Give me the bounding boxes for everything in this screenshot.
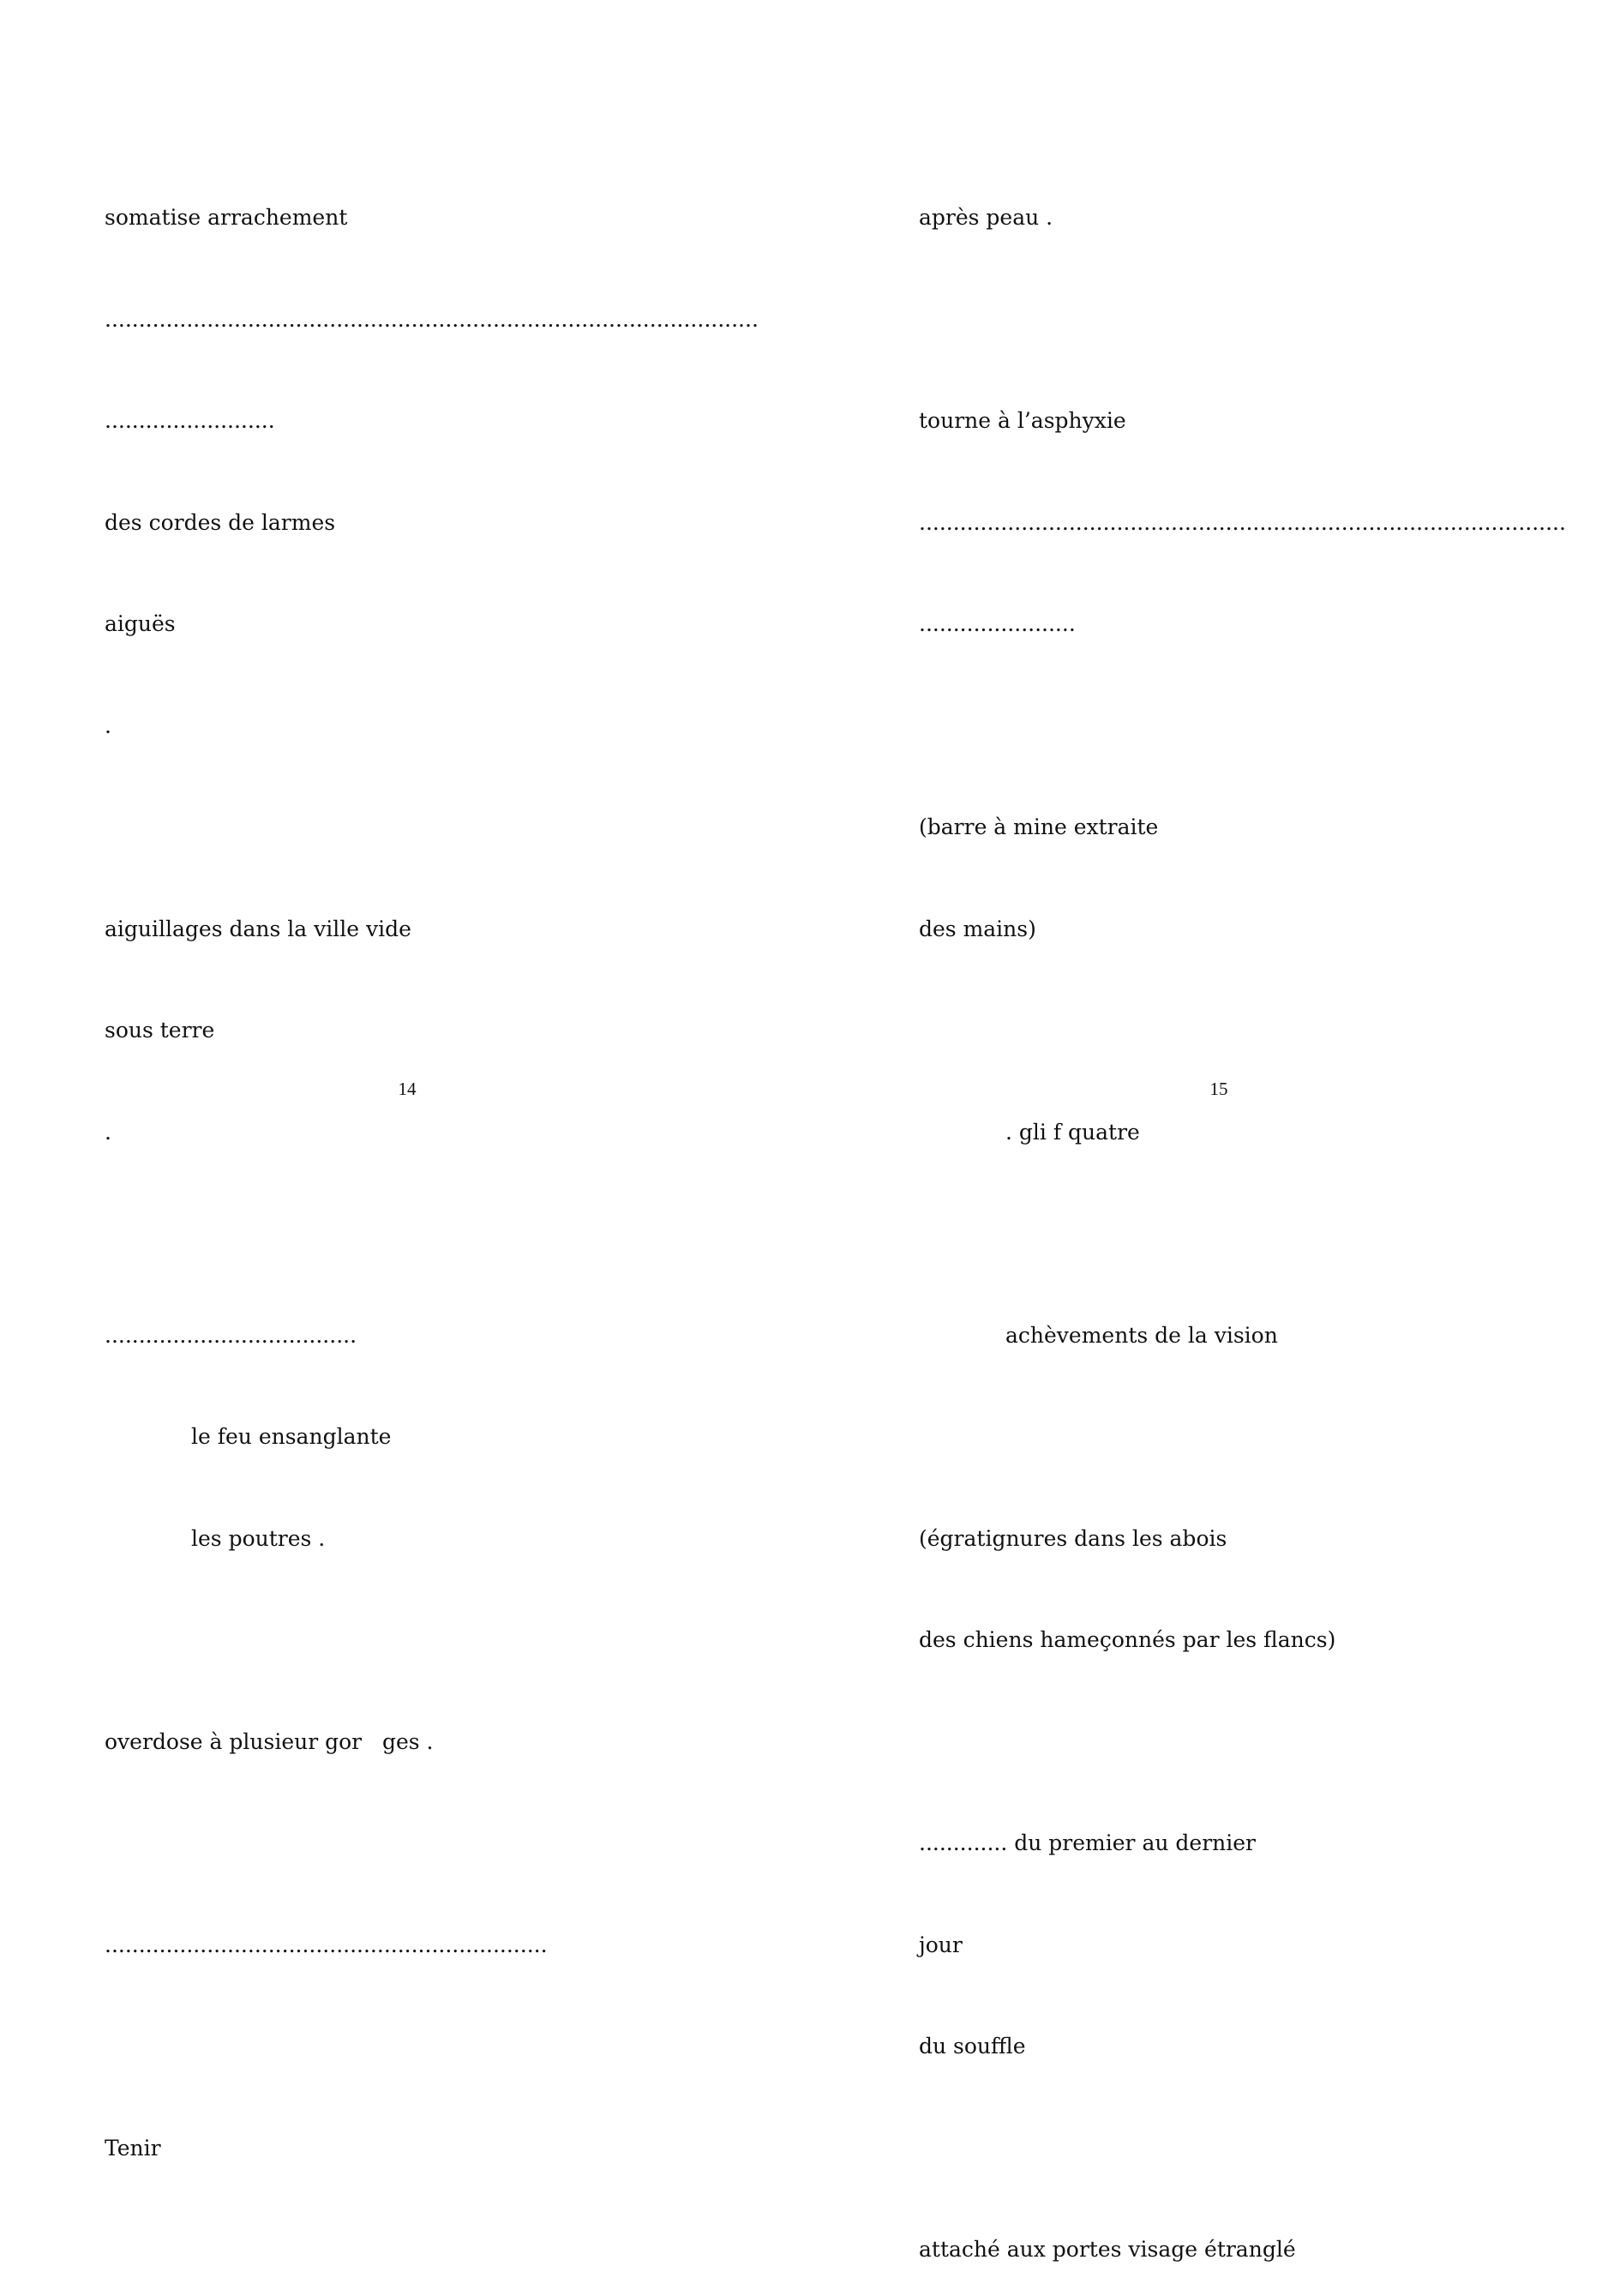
poem-line-indented: le feu ensanglante — [191, 1424, 392, 1449]
poem-line: des mains) — [919, 916, 1036, 941]
poem-line: Tenir — [105, 2135, 161, 2161]
left-poem — [105, 133, 759, 2233]
stanza-break — [105, 1217, 759, 1251]
poem-line: aiguillages dans la ville vide — [105, 916, 411, 941]
poem-line: après peau . — [919, 205, 1053, 230]
poem-line-indented: . gli f quatre — [1005, 1119, 1140, 1145]
dotted-line: ................................................................. — [105, 1932, 548, 1957]
poem-line: jour — [919, 1932, 963, 1957]
stanza-break — [919, 1725, 1566, 1759]
poem-line: ............. du premier au dernier — [919, 1830, 1256, 1855]
stanza-break — [919, 1420, 1566, 1454]
stanza-break — [919, 2131, 1566, 2166]
poem-line-indented: achèvements de la vision — [1005, 1322, 1278, 1348]
poem-line: somatise arrachement — [105, 205, 348, 230]
dotted-line: ....................... — [919, 611, 1076, 636]
dotted-line: ................................................................................................ — [105, 306, 759, 332]
poem-line: . — [105, 1119, 111, 1145]
poem-line: tourne à l’asphyxie — [919, 408, 1126, 433]
stanza-break — [105, 810, 759, 844]
left-page — [0, 0, 810, 2161]
poem-line: du souffle — [919, 2034, 1026, 2059]
stanza-break — [105, 1826, 759, 1860]
page-number: 15 — [1209, 1079, 1228, 1099]
stanza-break — [105, 1623, 759, 1657]
poem-line: . — [105, 712, 111, 738]
stanza-break — [919, 1013, 1566, 1048]
dotted-line: ......................... — [105, 408, 275, 433]
poem-line: aiguës — [105, 611, 176, 636]
poem-line: des chiens hameçonnés par les flancs) — [919, 1627, 1336, 1652]
stanza-break — [105, 2029, 759, 2064]
poem-line-indented: les poutres . — [191, 1525, 326, 1551]
poem-line: (égratignures dans les abois — [919, 1525, 1227, 1551]
stanza-break — [919, 303, 1566, 337]
poem-line: sous terre — [105, 1018, 215, 1043]
poem-line: des cordes de larmes — [105, 509, 336, 535]
page-number: 14 — [398, 1079, 417, 1099]
poem-line: (barre à mine extraite — [919, 814, 1159, 839]
dotted-line: ............................................................................................... — [919, 509, 1566, 535]
stanza-break — [919, 1217, 1566, 1251]
stanza-break — [919, 709, 1566, 743]
dotted-line: ..................................... — [105, 1322, 357, 1348]
poem-line: overdose à plusieur gor ges . — [105, 1728, 434, 1754]
poem-line: attaché aux portes visage étranglé — [919, 2237, 1296, 2262]
right-page — [810, 0, 1620, 2262]
right-poem — [919, 133, 1566, 2296]
